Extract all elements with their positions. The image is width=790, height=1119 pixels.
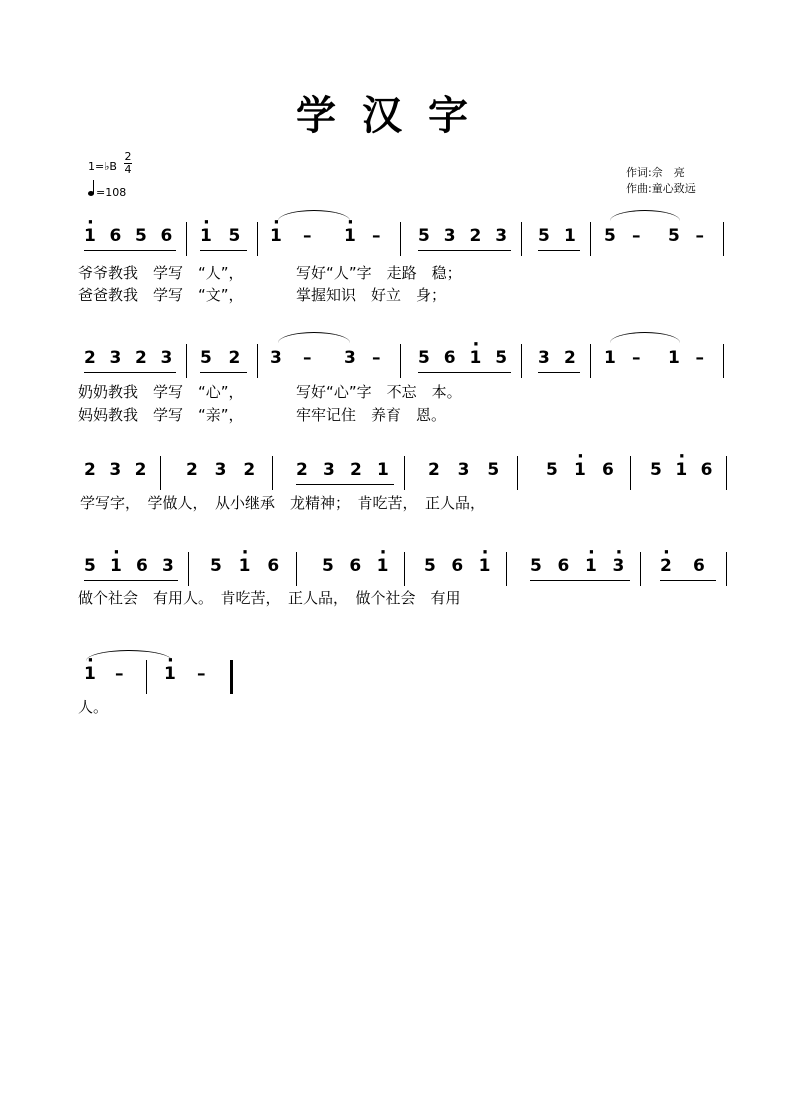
note: · 1 bbox=[470, 348, 482, 368]
note: 3 bbox=[109, 460, 122, 480]
bar-line bbox=[257, 222, 258, 256]
note: · 1 bbox=[574, 460, 586, 480]
note: 2 bbox=[186, 460, 198, 480]
note: · 1 bbox=[479, 556, 491, 576]
bar-line bbox=[521, 222, 522, 256]
dash-note: – bbox=[303, 226, 312, 246]
note: 2 bbox=[243, 460, 256, 480]
dash-note: – bbox=[695, 348, 704, 368]
bar-line bbox=[400, 222, 401, 256]
note: 5 bbox=[84, 556, 96, 576]
note: 3 bbox=[109, 348, 122, 368]
note: 6 bbox=[693, 556, 705, 576]
bar-line bbox=[506, 552, 507, 586]
bar-line bbox=[400, 344, 401, 378]
note: 3 bbox=[214, 460, 227, 480]
note: · 1 bbox=[200, 226, 212, 246]
beam-underline bbox=[538, 250, 580, 251]
note: 5 bbox=[418, 226, 430, 246]
note: 2 bbox=[228, 348, 241, 368]
bar-line bbox=[186, 222, 187, 256]
note: 5 bbox=[135, 226, 147, 246]
bar-line bbox=[186, 344, 187, 378]
note: 6 bbox=[160, 226, 173, 246]
note: 6 bbox=[443, 348, 456, 368]
bar-line bbox=[404, 552, 405, 586]
bar-line bbox=[404, 456, 405, 490]
note: 6 bbox=[700, 460, 713, 480]
note: 2 bbox=[135, 348, 147, 368]
bar-line bbox=[160, 456, 161, 490]
beam-underline bbox=[538, 372, 580, 373]
note: · 1 bbox=[270, 226, 282, 246]
time-bottom: 4 bbox=[124, 163, 132, 176]
note: 2 bbox=[134, 460, 147, 480]
note: 5 bbox=[228, 226, 241, 246]
lyric-line: 妈妈教我 学写 “亲”， 牢牢记住 养育 恩。 bbox=[78, 406, 447, 424]
note: 2 bbox=[350, 460, 362, 480]
note: · 1 bbox=[239, 556, 251, 576]
dash-note: – bbox=[372, 348, 381, 368]
note: 5 bbox=[538, 226, 550, 246]
bar-line bbox=[230, 660, 233, 694]
bar-line bbox=[146, 660, 147, 694]
note: 3 bbox=[495, 226, 508, 246]
note: · 1 bbox=[585, 556, 597, 576]
dash-note: – bbox=[197, 664, 206, 684]
note: 6 bbox=[602, 460, 614, 480]
note: 5 bbox=[200, 348, 212, 368]
lyric-line: 爸爸教我 学写 “文”， 掌握知识 好立 身； bbox=[78, 286, 447, 304]
note: 2 bbox=[469, 226, 482, 246]
note: 3 bbox=[160, 348, 173, 368]
note: · 3 bbox=[613, 556, 625, 576]
tie-arc bbox=[610, 210, 680, 221]
bar-line bbox=[640, 552, 641, 586]
note: · 1 bbox=[84, 664, 96, 684]
beam-underline bbox=[84, 580, 178, 581]
note: 1 bbox=[668, 348, 680, 368]
beam-underline bbox=[418, 250, 511, 251]
note: 5 bbox=[210, 556, 222, 576]
note: 5 bbox=[487, 460, 500, 480]
bar-line bbox=[590, 344, 591, 378]
note: · 1 bbox=[84, 226, 96, 246]
beam-underline bbox=[530, 580, 630, 581]
note: 2 bbox=[296, 460, 308, 480]
lyric-line: 做个社会 有用人。 肯吃苦， 正人品， 做个社会 有用 bbox=[78, 589, 461, 607]
bar-line bbox=[296, 552, 297, 586]
bar-line bbox=[726, 552, 727, 586]
tie-arc bbox=[278, 210, 350, 221]
beam-underline bbox=[418, 372, 511, 373]
note: 6 bbox=[451, 556, 464, 576]
note: · 1 bbox=[675, 460, 687, 480]
composer-credit: 作曲:童心致远 bbox=[626, 182, 696, 195]
note: 5 bbox=[546, 460, 558, 480]
note: 5 bbox=[650, 460, 662, 480]
lyric-line: 人。 bbox=[78, 698, 109, 716]
bar-line bbox=[272, 456, 273, 490]
bar-line bbox=[257, 344, 258, 378]
bar-line bbox=[723, 222, 724, 256]
time-top: 2 bbox=[124, 150, 132, 163]
lyric-line: 学写字， 学做人， 从小继承 龙精神； 肯吃苦， 正人品， bbox=[80, 494, 486, 512]
dash-note: – bbox=[115, 664, 124, 684]
note: · 1 bbox=[164, 664, 176, 684]
note: 5 bbox=[495, 348, 508, 368]
note: 5 bbox=[424, 556, 436, 576]
bar-line bbox=[188, 552, 189, 586]
note: 6 bbox=[109, 226, 122, 246]
note: 3 bbox=[443, 226, 456, 246]
dash-note: – bbox=[632, 348, 641, 368]
note: 3 bbox=[344, 348, 356, 368]
note: 1 bbox=[604, 348, 616, 368]
note: 5 bbox=[668, 226, 680, 246]
beam-underline bbox=[296, 484, 394, 485]
note: · 2 bbox=[660, 556, 672, 576]
beam-underline bbox=[84, 250, 176, 251]
quarter-note-icon bbox=[88, 191, 94, 196]
key-signature: 1=♭B bbox=[88, 160, 117, 173]
song-title: 学汉字 bbox=[296, 92, 494, 139]
note: · 1 bbox=[377, 556, 389, 576]
note: 3 bbox=[323, 460, 335, 480]
lyric-line: 爷爷教我 学写 “人”， 写好“人”字 走路 稳； bbox=[78, 264, 462, 282]
bar-line bbox=[517, 456, 518, 490]
beam-underline bbox=[200, 372, 247, 373]
bar-line bbox=[521, 344, 522, 378]
bar-line bbox=[590, 222, 591, 256]
dash-note: – bbox=[303, 348, 312, 368]
note: 2 bbox=[428, 460, 440, 480]
note: 6 bbox=[349, 556, 362, 576]
note: 6 bbox=[557, 556, 570, 576]
note: 1 bbox=[564, 226, 576, 246]
dash-note: – bbox=[695, 226, 704, 246]
bar-line bbox=[630, 456, 631, 490]
note: 2 bbox=[84, 460, 96, 480]
note: 6 bbox=[267, 556, 280, 576]
dash-note: – bbox=[372, 226, 381, 246]
note: 2 bbox=[84, 348, 96, 368]
beam-underline bbox=[84, 372, 176, 373]
note: 5 bbox=[322, 556, 334, 576]
note: 3 bbox=[270, 348, 282, 368]
note: 5 bbox=[418, 348, 430, 368]
note: 5 bbox=[604, 226, 616, 246]
dash-note: – bbox=[632, 226, 641, 246]
tempo-marking: =108 bbox=[88, 186, 126, 199]
note: 3 bbox=[538, 348, 550, 368]
note: 1 bbox=[377, 460, 389, 480]
note: · 1 bbox=[344, 226, 356, 246]
bar-line bbox=[723, 344, 724, 378]
note: · 1 bbox=[110, 556, 122, 576]
beam-underline bbox=[660, 580, 716, 581]
note: 3 bbox=[457, 460, 470, 480]
bar-line bbox=[726, 456, 727, 490]
lyric-line: 奶奶教我 学写 “心”， 写好“心”字 不忘 本。 bbox=[78, 383, 462, 401]
note: 5 bbox=[530, 556, 542, 576]
lyricist-credit: 作词:佘 亮 bbox=[626, 166, 685, 179]
time-signature bbox=[122, 151, 134, 176]
note: 6 bbox=[136, 556, 148, 576]
note: 2 bbox=[564, 348, 576, 368]
beam-underline bbox=[200, 250, 247, 251]
note: 3 bbox=[162, 556, 174, 576]
